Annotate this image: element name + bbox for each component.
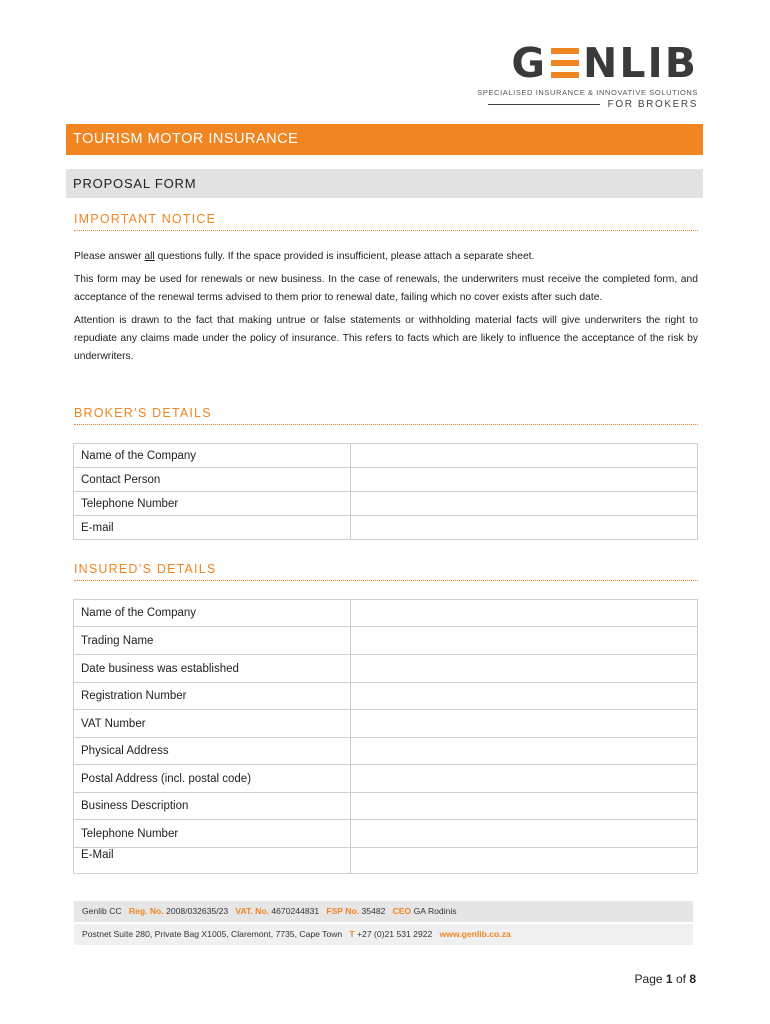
logo-e-mark-icon bbox=[551, 48, 579, 78]
table-row bbox=[74, 683, 698, 710]
brokers-details-table bbox=[73, 443, 698, 540]
field-label: Telephone Number bbox=[74, 492, 351, 516]
notice-paragraph-1: Please answer all questions fully. If the space provided is insufficient, please attach a separate sheet. bbox=[74, 251, 535, 262]
important-notice-heading: IMPORTANT NOTICE bbox=[74, 212, 698, 231]
table-row bbox=[74, 765, 698, 793]
table-row bbox=[74, 492, 698, 516]
footer-company-band: Genlib CC Reg. No. 2008/032635/23 VAT. No. 4670244831 FSP No. 35482 CEO GA Rodinis bbox=[74, 901, 693, 922]
document-title: TOURISM MOTOR INSURANCE bbox=[66, 124, 703, 155]
field-label: Name of the Company bbox=[74, 444, 351, 468]
field-label: Postal Address (incl. postal code) bbox=[74, 765, 351, 793]
important-notice-body bbox=[74, 248, 698, 371]
table-row bbox=[74, 600, 698, 627]
logo-wordmark: G NLIB bbox=[511, 39, 698, 87]
field-label: Date business was established bbox=[74, 655, 351, 683]
field-label: Name of the Company bbox=[74, 600, 351, 627]
field-label: VAT Number bbox=[74, 710, 351, 738]
field-label: E-mail bbox=[74, 516, 351, 540]
logo-rule bbox=[488, 104, 600, 105]
table-row bbox=[74, 848, 698, 874]
field-label: Physical Address bbox=[74, 738, 351, 765]
insured-physical-address-input[interactable] bbox=[351, 738, 698, 765]
logo-brokers: FOR BROKERS bbox=[477, 99, 698, 110]
insured-postal-address-input[interactable] bbox=[351, 765, 698, 793]
field-label: E-Mail bbox=[74, 848, 351, 874]
table-row bbox=[74, 738, 698, 765]
insureds-details-heading: INSURED’S DETAILS bbox=[74, 562, 698, 581]
table-row bbox=[74, 468, 698, 492]
table-row bbox=[74, 444, 698, 468]
insured-company-input[interactable] bbox=[351, 600, 698, 627]
broker-email-input[interactable] bbox=[351, 516, 698, 540]
field-label: Contact Person bbox=[74, 468, 351, 492]
genlib-logo bbox=[477, 40, 698, 110]
insured-date-established-input[interactable] bbox=[351, 655, 698, 683]
website-link[interactable]: www.genlib.co.za bbox=[439, 929, 511, 939]
field-label: Trading Name bbox=[74, 627, 351, 655]
insureds-details-table bbox=[73, 599, 698, 874]
table-row bbox=[74, 710, 698, 738]
broker-contact-input[interactable] bbox=[351, 468, 698, 492]
logo-tagline: SPECIALISED INSURANCE & INNOVATIVE SOLUTIONS bbox=[477, 88, 698, 97]
table-row bbox=[74, 627, 698, 655]
table-row bbox=[74, 793, 698, 820]
field-label: Registration Number bbox=[74, 683, 351, 710]
broker-company-input[interactable] bbox=[351, 444, 698, 468]
notice-paragraph-3: Attention is drawn to the fact that making untrue or false statements or withholding material facts will give underwriters the right to repudiate any claims made under the policy of insurance. This refers to facts which are likely to influence the acceptance of the risk by underwriters. bbox=[74, 315, 698, 362]
insured-registration-input[interactable] bbox=[351, 683, 698, 710]
table-row bbox=[74, 820, 698, 848]
insured-trading-name-input[interactable] bbox=[351, 627, 698, 655]
table-row bbox=[74, 516, 698, 540]
table-row bbox=[74, 655, 698, 683]
document-subtitle: PROPOSAL FORM bbox=[66, 169, 703, 198]
insured-telephone-input[interactable] bbox=[351, 820, 698, 848]
broker-telephone-input[interactable] bbox=[351, 492, 698, 516]
field-label: Business Description bbox=[74, 793, 351, 820]
notice-paragraph-2: This form may be used for renewals or new business. In the case of renewals, the underwriters must receive the completed form, and acceptance of the renewal terms advised to them prior to renewal date, failing which no cover exists after such date. bbox=[74, 274, 698, 303]
footer-contact-band: Postnet Suite 280, Private Bag X1005, Claremont, 7735, Cape Town T +27 (0)21 531 2922 www.genlib.co.za bbox=[74, 924, 693, 945]
insured-vat-input[interactable] bbox=[351, 710, 698, 738]
brokers-details-heading: BROKER’S DETAILS bbox=[74, 406, 698, 425]
insured-business-description-input[interactable] bbox=[351, 793, 698, 820]
insured-email-input[interactable] bbox=[351, 848, 698, 874]
page-number: Page 1 of 8 bbox=[634, 972, 696, 986]
field-label: Telephone Number bbox=[74, 820, 351, 848]
